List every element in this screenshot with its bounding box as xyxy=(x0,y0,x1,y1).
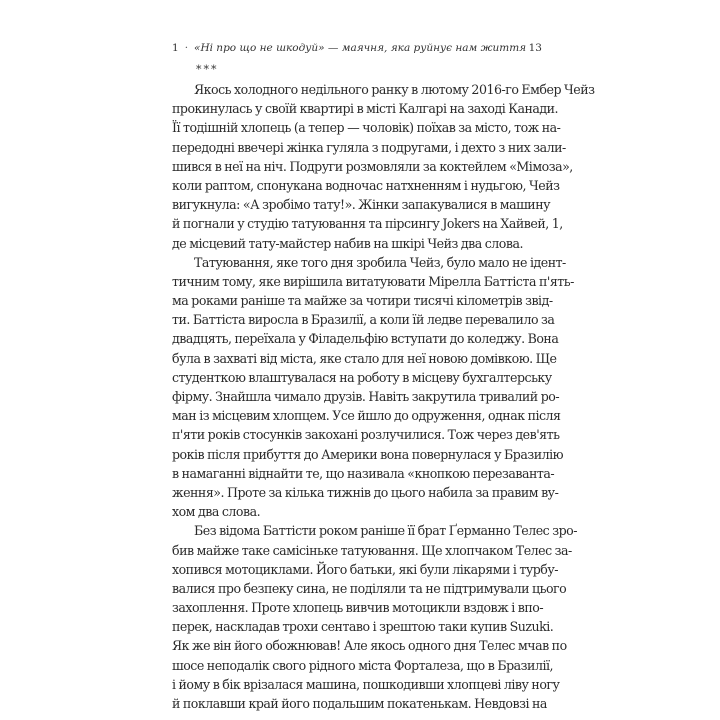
text-line: тичним тому, яке вирішила витатуювати Мірелла Баттіста п'ять- xyxy=(172,273,574,289)
running-head-separator: · xyxy=(184,42,189,54)
text-line: Її тодішній хлопець (а тепер — чоловік) поїхав за місто, тож на- xyxy=(172,120,561,136)
text-line: хопився мотоциклами. Його батьки, які були лікарями і турбу- xyxy=(172,561,559,577)
text-line: валися про безпеку сина, не поділяли та не підтримували цього xyxy=(172,580,567,596)
section-separator: *** xyxy=(196,63,219,76)
text-line: захоплення. Проте хлопець вивчив мотоцикли вздовж і впо- xyxy=(172,600,544,616)
text-line: Без відома Баттісти роком раніше її брат Ґерманно Телес зро- xyxy=(194,523,578,539)
text-line: двадцять, переїхала у Філадельфію вступати до коледжу. Вона xyxy=(172,331,559,347)
text-line: років після прибуття до Америки вона повернулася у Бразилію xyxy=(172,446,564,462)
running-head xyxy=(172,40,542,56)
text-line: хом два слова. xyxy=(172,504,261,520)
text-line: студенткою влаштувалася на роботу в місцеву бухгалтерську xyxy=(172,369,552,385)
text-line: перек, наскладав трохи сентаво і зрештою таки купив Suzuki. xyxy=(172,619,554,635)
chapter-title: «Ні про що не шкодуй» — маячня, яка руйнує нам життя xyxy=(194,42,527,54)
text-line: в намаганні віднайти те, що називала «кнопкою перезаванта- xyxy=(172,465,555,481)
text-line: й погнали у студію татуювання та пірсингу Jokers на Хайвей, 1, xyxy=(172,216,563,232)
text-line: шосе неподалік свого рідного міста Форталеза, що в Бразилії, xyxy=(172,657,553,673)
text-line: коли раптом, спонукана водночас натхненням і нудьгою, Чейз xyxy=(172,177,560,193)
text-line: фірму. Знайшла чимало друзів. Навіть закрутила тривалий ро- xyxy=(172,389,560,404)
text-line: Як же він його обожнював! Але якось одного дня Телес мчав по xyxy=(172,638,567,654)
body-text xyxy=(172,80,595,713)
text-line: ман із місцевим хлопцем. Усе йшло до одруження, однак після xyxy=(172,408,561,424)
text-line: бив майже таке самісіньке татуювання. Ще хлопчаком Телес за- xyxy=(172,542,572,558)
text-line: вигукнула: «А зробімо тату!». Жінки запакувалися в машину xyxy=(172,197,550,213)
page-number: 13 xyxy=(528,42,542,54)
text-line: ти. Баттіста виросла в Бразилії, а коли їй ледве перевалило за xyxy=(172,312,555,328)
text-line: п'яти років стосунків закохані розлучилися. Тож через дев'ять xyxy=(172,427,560,443)
text-line: була в захваті від міста, яке стало для неї новою домівкою. Ще xyxy=(172,350,557,366)
text-line: й поклавши край його подальшим покатенькам. Невдовзі на xyxy=(172,696,547,711)
text-line: передодні ввечері жінка гуляла з подругами, і дехто з них зали- xyxy=(172,139,566,155)
text-line: прокинулась у своїй квартирі в місті Калгарі на заході Канади. xyxy=(172,101,559,117)
text-line: ма роками раніше та майже за чотири тисячі кілометрів звід- xyxy=(172,293,553,309)
text-line: Якось холодного недільного ранку в лютому 2016-го Ембер Чейз xyxy=(194,82,595,97)
text-line: де місцевий тату-майстер набив на шкірі Чейз два слова. xyxy=(172,235,523,251)
text-line: шився в неї на ніч. Подруги розмовляли за коктейлем «Мімоза», xyxy=(172,158,573,174)
text-line: ження». Проте за кілька тижнів до цього набила за правим ву- xyxy=(172,484,559,500)
text-line: Татуювання, яке того дня зробила Чейз, було мало не ідент- xyxy=(194,254,566,270)
text-line: і йому в бік врізалася машина, пошкодивши хлопцеві ліву ногу xyxy=(172,676,560,692)
chapter-number: 1 xyxy=(172,42,179,54)
